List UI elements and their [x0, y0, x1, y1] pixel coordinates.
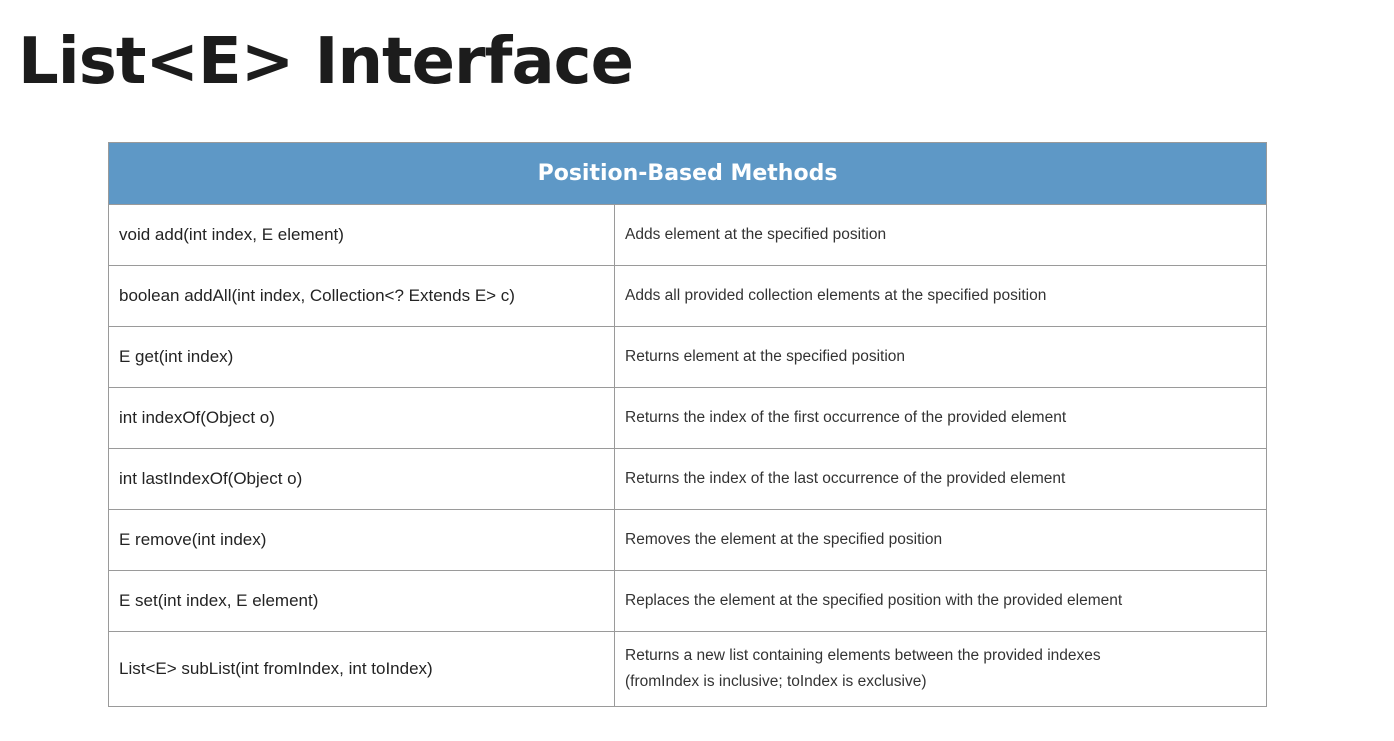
method-description: Adds all provided collection elements at the specified position [615, 266, 1267, 327]
method-description-note: (fromIndex is inclusive; toIndex is exclusive) [625, 673, 927, 690]
method-description: Returns a new list containing elements between the provided indexes [625, 646, 1101, 664]
table-row [109, 327, 1267, 388]
table-header: Position-Based Methods [109, 143, 1267, 205]
method-signature: E get(int index) [109, 327, 615, 388]
method-description: Adds element at the specified position [615, 205, 1267, 266]
method-signature: List<E> subList(int fromIndex, int toIndex) [109, 632, 615, 707]
method-description: Returns the index of the last occurrence of the provided element [615, 449, 1267, 510]
table-row [109, 205, 1267, 266]
method-signature: boolean addAll(int index, Collection<? Extends E> c) [109, 266, 615, 327]
table-row [109, 571, 1267, 632]
table-row [109, 388, 1267, 449]
method-description: Replaces the element at the specified position with the provided element [615, 571, 1267, 632]
method-description: Returns element at the specified position [615, 327, 1267, 388]
table-row [109, 449, 1267, 510]
page-title: List<E> Interface [18, 25, 633, 99]
method-signature: int lastIndexOf(Object o) [109, 449, 615, 510]
method-description-cell [615, 632, 1267, 707]
method-signature: int indexOf(Object o) [109, 388, 615, 449]
methods-table [108, 142, 1267, 707]
table-row [109, 632, 1267, 707]
method-signature: E remove(int index) [109, 510, 615, 571]
method-signature: E set(int index, E element) [109, 571, 615, 632]
table-row [109, 266, 1267, 327]
table-header-row [109, 143, 1267, 205]
method-description: Removes the element at the specified position [615, 510, 1267, 571]
method-signature: void add(int index, E element) [109, 205, 615, 266]
table-row [109, 510, 1267, 571]
method-description: Returns the index of the first occurrence of the provided element [615, 388, 1267, 449]
